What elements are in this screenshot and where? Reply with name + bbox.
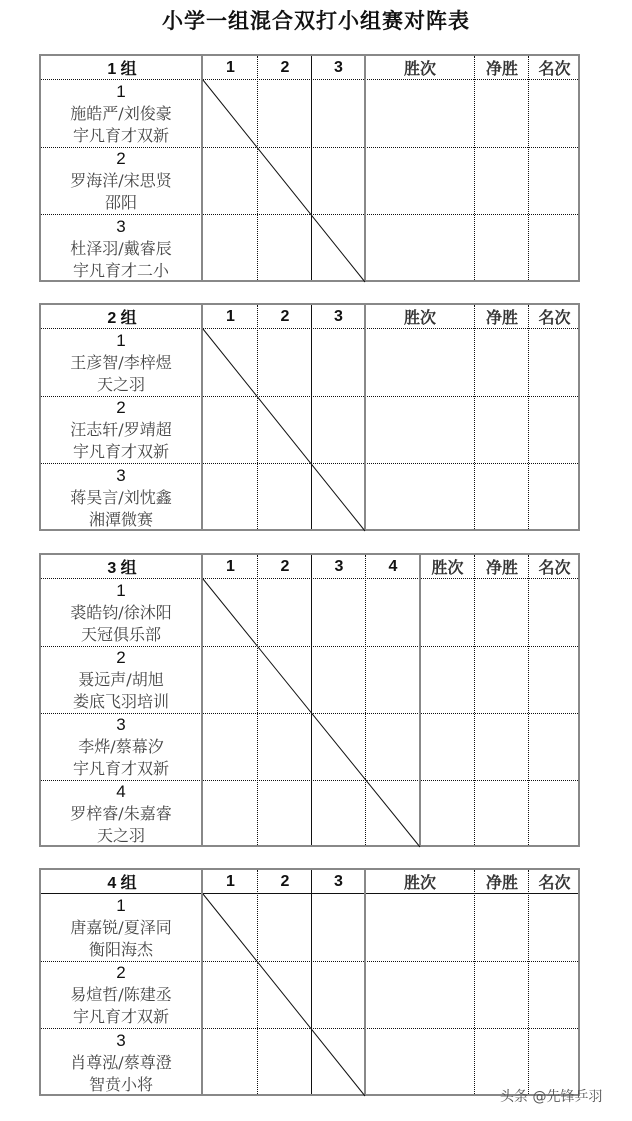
match-col-3: 3 (334, 557, 344, 575)
team-row (41, 1029, 578, 1096)
team-club: 天之羽 (96, 826, 145, 845)
team-number: 2 (116, 398, 126, 417)
team-club: 宇凡育才双新 (72, 125, 169, 145)
team-club: 衡阳海杰 (88, 939, 153, 959)
team-number: 2 (116, 149, 126, 168)
group-3-header-row (41, 555, 578, 579)
column-divider (528, 555, 529, 845)
group-label: 3 组 (107, 560, 137, 577)
column-divider (257, 555, 258, 845)
column-divider (474, 56, 475, 280)
column-divider (311, 56, 312, 280)
net-win-header: 净胜 (485, 558, 518, 577)
team-club: 智贲小将 (88, 1074, 153, 1094)
match-col-3: 3 (334, 58, 343, 76)
column-divider (364, 56, 366, 280)
column-divider (201, 555, 203, 845)
match-col-2: 2 (280, 872, 290, 890)
group-label: 2 组 (107, 310, 137, 327)
team-club: 邵阳 (104, 193, 137, 212)
column-divider (201, 305, 203, 529)
group-2-header-row (41, 305, 578, 329)
column-divider (257, 870, 258, 1094)
group-label: 4 组 (107, 875, 137, 892)
group-4-table (39, 868, 580, 1096)
win-count-header: 胜次 (403, 873, 436, 892)
net-win-header: 净胜 (485, 59, 518, 78)
team-players: 裘皓钧/徐沐阳 (70, 602, 172, 622)
column-divider (364, 870, 366, 1094)
rank-header: 名次 (538, 308, 571, 327)
team-number: 1 (116, 81, 126, 101)
team-club: 宇凡育才双新 (72, 759, 169, 778)
column-divider (474, 870, 475, 1094)
column-divider (364, 305, 366, 529)
page-title: 小学一组混合双打小组赛对阵表 (162, 8, 470, 33)
net-win-header: 净胜 (485, 308, 518, 327)
team-number: 2 (116, 963, 126, 982)
match-col-4: 4 (388, 557, 398, 575)
group-1-header-row (41, 56, 578, 80)
column-divider (528, 870, 529, 1094)
win-count-header: 胜次 (403, 308, 436, 327)
team-row (41, 647, 578, 714)
match-col-2: 2 (280, 58, 290, 76)
net-win-header: 净胜 (485, 873, 518, 892)
column-divider (311, 555, 312, 845)
team-number: 4 (116, 782, 126, 801)
team-players: 汪志轩/罗靖超 (70, 420, 172, 439)
group-4-header-row (41, 870, 578, 894)
team-number: 3 (116, 216, 126, 236)
team-club: 宇凡育才二小 (72, 260, 169, 280)
match-col-2: 2 (280, 557, 290, 575)
team-number: 3 (116, 715, 126, 734)
team-players: 罗梓睿/朱嘉睿 (70, 804, 172, 823)
team-number: 1 (116, 580, 126, 600)
team-row (41, 148, 578, 215)
team-row (41, 464, 578, 531)
team-row (41, 894, 578, 962)
team-number: 1 (116, 895, 126, 915)
match-col-2: 2 (280, 307, 290, 325)
team-number: 2 (116, 648, 126, 667)
column-divider (528, 305, 529, 529)
column-divider (201, 56, 203, 280)
team-row (41, 781, 578, 847)
team-row (41, 579, 578, 647)
column-divider (419, 555, 421, 845)
group-1-table (39, 54, 580, 282)
rank-header: 名次 (538, 59, 571, 78)
team-players: 唐嘉锐/夏泽同 (70, 917, 172, 937)
group-3-table (39, 553, 580, 847)
column-divider (257, 305, 258, 529)
team-club: 天冠俱乐部 (80, 624, 161, 644)
column-divider (311, 305, 312, 529)
team-number: 1 (116, 330, 126, 350)
column-divider (201, 870, 203, 1094)
team-row (41, 397, 578, 464)
team-players: 肖尊泓/蔡尊澄 (70, 1052, 172, 1072)
team-club: 娄底飞羽培训 (72, 692, 169, 711)
group-2-table (39, 303, 580, 531)
team-club: 宇凡育才双新 (72, 442, 169, 461)
win-count-header: 胜次 (431, 558, 464, 577)
team-players: 李烨/蔡幕汐 (78, 737, 164, 756)
team-row (41, 714, 578, 781)
rank-header: 名次 (538, 873, 571, 892)
column-divider (474, 555, 475, 845)
team-players: 聂远声/胡旭 (78, 670, 164, 689)
team-number: 3 (116, 465, 126, 485)
rank-header: 名次 (538, 558, 571, 577)
team-row (41, 80, 578, 148)
team-row (41, 215, 578, 282)
team-club: 天之羽 (96, 374, 145, 394)
match-col-1: 1 (226, 58, 235, 76)
team-players: 蒋昊言/刘忱鑫 (70, 487, 172, 507)
team-row (41, 962, 578, 1029)
column-divider (365, 555, 366, 845)
team-players: 罗海洋/宋思贤 (70, 171, 172, 190)
team-players: 王彦智/李梓煜 (70, 352, 172, 372)
column-divider (311, 870, 312, 1094)
team-row (41, 329, 578, 397)
match-col-1: 1 (226, 872, 235, 890)
team-club: 湘潭微赛 (88, 509, 153, 529)
match-col-3: 3 (334, 307, 343, 325)
column-divider (528, 56, 529, 280)
team-players: 易煊哲/陈建丞 (70, 985, 172, 1004)
team-players: 杜泽羽/戴睿辰 (70, 238, 172, 258)
column-divider (474, 305, 475, 529)
column-divider (257, 56, 258, 280)
match-col-1: 1 (226, 557, 235, 575)
team-players: 施皓严/刘俊豪 (70, 103, 172, 123)
group-label: 1 组 (107, 61, 137, 78)
win-count-header: 胜次 (403, 59, 436, 78)
match-col-1: 1 (226, 307, 235, 325)
team-number: 3 (116, 1030, 126, 1050)
team-club: 宇凡育才双新 (72, 1007, 169, 1026)
watermark: 头条 @先锋乒羽 (500, 1089, 603, 1105)
match-col-3: 3 (334, 872, 343, 890)
